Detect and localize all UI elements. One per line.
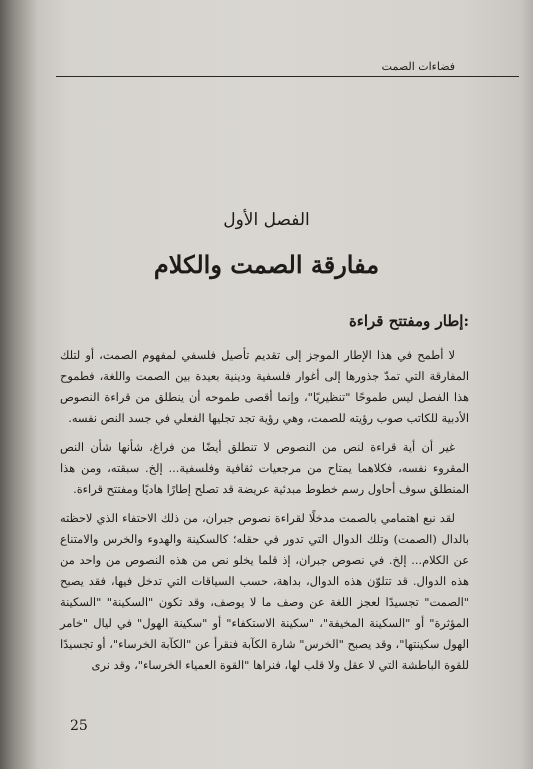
paragraph-3: لقد نبع اهتمامي بالصمت مدخلًا لقراءة نصوص جبران، من ذلك الاحتفاء الذي لاحظته بالدال (الصمت) وتلك الدوال التي تدور في حقله؛ كالسكينة والهدوء والخرس والامتناع عن الكلام... إلخ. في نصوص جبران، إذ قلما يخلو نص من هذه النصوص من واحد من هذه الدوال. قد تتلوّن هذه الدوال، بداهة، حسب السياقات التي تدخل فيها، فقد يصبح "الصمت" تجسيدًا لعجز اللغة عن وصف ما لا يوصف، وقد تكون "السكينة" "السكينة المؤثرة" أو "السكينة المخيفة"، "سكينة الاستكفاء" أو "سكينة الهول" في ليال "خامر الهول سكينتها"، وقد يصبح "الخرس" شارة الكآبة فنقرأ عن "الكآبة الخرساء"، أو تجسيدًا للقوة الباطشة التي لا عقل ولا قلب لها، فنراها "القوة العمياء الخرساء"، وقد نرى [60, 511, 469, 672]
chapter-label: الفصل الأول [223, 210, 310, 230]
running-title: فضاءات الصمت [381, 60, 455, 73]
body-text [60, 345, 469, 684]
paragraph-1: لا أطمح في هذا الإطار الموجز إلى تقديم تأصيل فلسفي لمفهوم الصمت، أو لتلك المفارقة التي تمدّ جذورها إلى أغوار فلسفية ودينية بعيدة بين الصمت واللغة، فطموح هذا الفصل ليس طموحًا "تنظيريًا"، وإنما أقصى طموحه أن ينطلق من قراءة النصوص الأدبية للكاتب صوب رؤيته للصمت، وهي رؤية تجد تجليها الفعلي في جسد النص نفسه. [60, 348, 469, 425]
page-number: 25 [70, 718, 88, 734]
chapter-title: مفارقة الصمت والكلام [153, 250, 380, 279]
section-heading: إطار ومفتتح قراءة: [348, 312, 469, 330]
paragraph-2: غير أن أية قراءة لنص من النصوص لا تنطلق أيضًا من فراغ، شأنها شأن النص المقروء نفسه، فكلاهما يمتاح من مرجعيات ثقافية وفلسفية... إلخ. سبقته، ومن هذا المنطلق سوف أحاول رسم خطوط مبدئية عريضة قد تصلح إطارًا هاديًا ومفتتح قراءة. [60, 440, 469, 496]
running-header [56, 58, 519, 77]
